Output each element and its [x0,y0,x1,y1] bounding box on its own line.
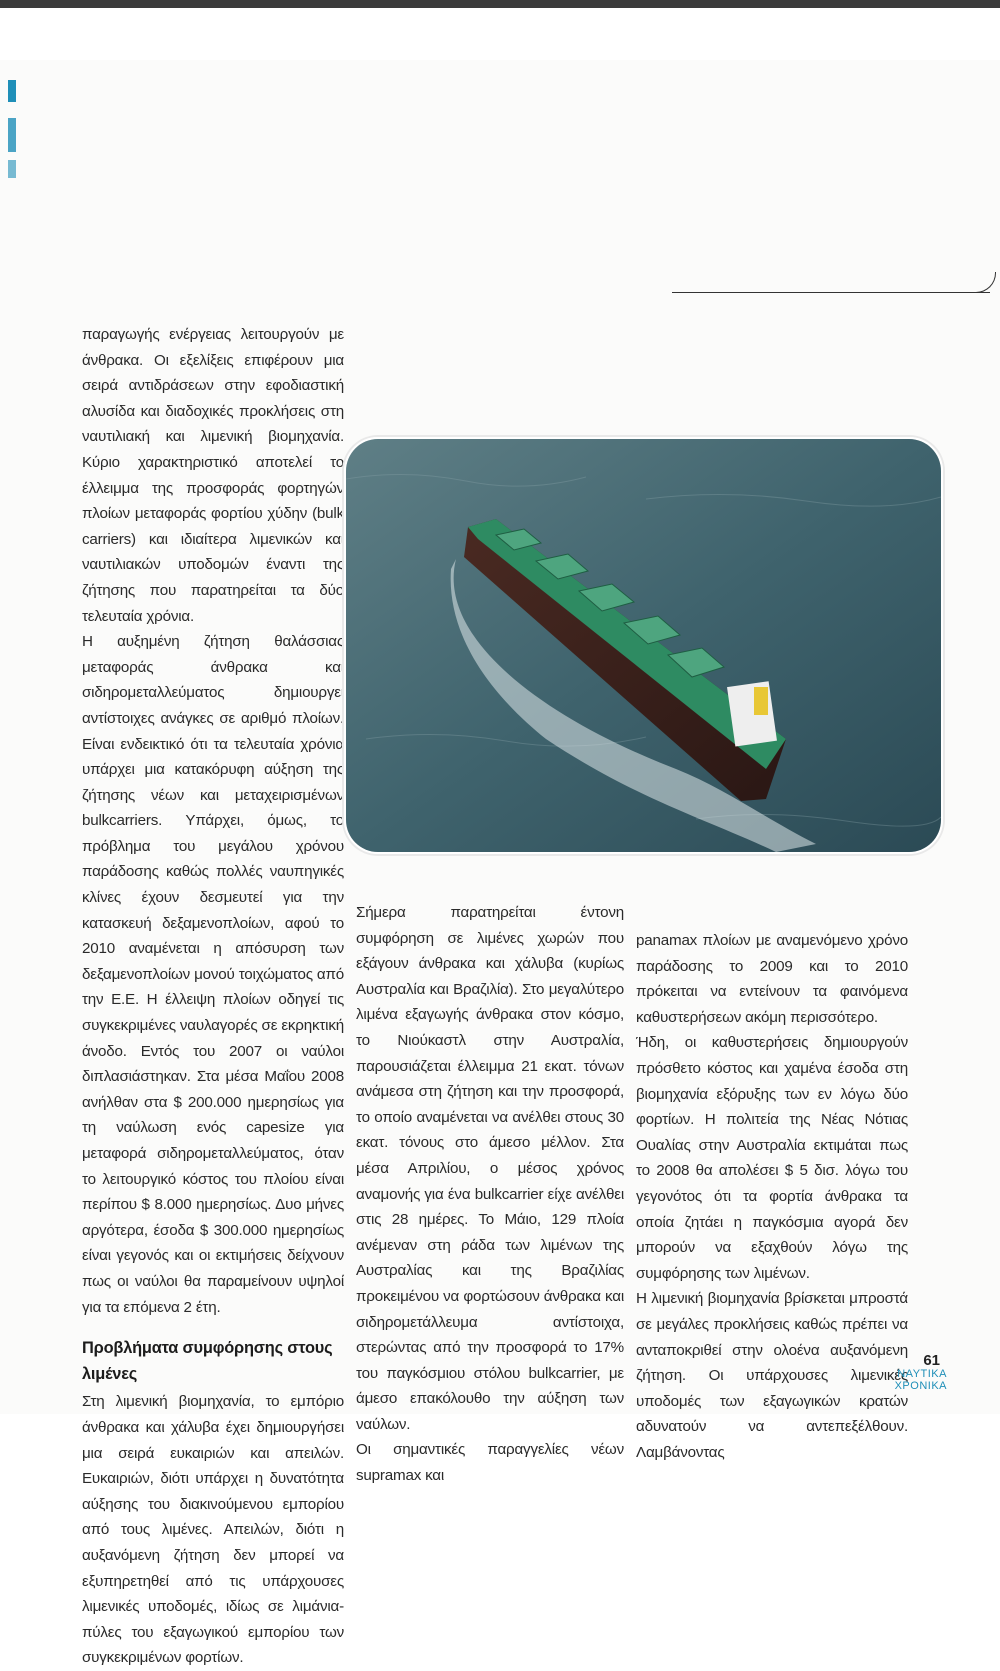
edge-color-mark [8,160,16,178]
magazine-name [892,1368,947,1392]
page-number: 61 [923,1352,940,1369]
ship-funnel [754,687,768,715]
paragraph: παραγωγής ενέργειας λειτουργούν με άνθρακα. Οι εξελίξεις επιφέρουν μια σειρά αντιδράσεων στην εφοδιαστική αλυσίδα και διαδοχικές προκλήσεις στη ναυτιλιακή και λιμενική βιομηχανία. Κύριο χαρακτηριστικό αποτελεί το έλλειμμα της προσφοράς φορτηγών πλοίων μεταφοράς φορτίου χύδην (bulk carriers) και ιδιαίτερα λιμενικών και ναυτιλιακών υποδομών έναντι της ζήτησης που παρατηρείται τα δύο τελευταία χρόνια. [82,326,344,625]
magazine-name-line: ΧΡΟΝΙΚΑ [894,1380,947,1392]
magazine-name-line: ΝΑΥΤΙΚΑ [897,1368,947,1380]
paragraph: Η αυξημένη ζήτηση θαλάσσιας μεταφοράς άνθρακα και σιδηρομεταλλεύματος δημιουργεί αντίστοιχες ανάγκες σε αριθμό πλοίων. Είναι ενδεικτικό ότι τα τελευταία χρόνια υπάρχει μια κατακόρυφη αύξηση της ζήτησης νέων και μεταχειρισμένων bulkcarriers. Υπάρχει, όμως, το πρόβλημα του μεγάλου χρόνου παράδοσης καθώς πολλές ναυπηγικές κλίνες έχουν δεσμευτεί για την κατασκευή δεξαμενοπλοίων, αφού το 2010 αναμένεται η απόσυρση των δεξαμενοπλοίων μονού τοιχώματος από την Ε.Ε. Η έλλειψη πλοίων οδηγεί τις συγκεκριμένες ναυλαγορές σε εκρηκτική άνοδο. Εντός του 2007 οι ναύλοι διπλασιάστηκαν. Στα μέσα Μαΐου 2008 ανήλθαν στα $ 200.000 ημερησίως για τη ναύλωση ενός capesize για μεταφορά σιδηρομεταλλεύματος, όταν το λειτουργικό κόστος του πλοίου είναι περίπου $ 8.000 ημερησίως. Δυο μήνες αργότερα, έσοδα $ 300.000 ημερησίως είναι γεγονός και οι εκτιμήσεις δείχνουν πως οι ναύλοι θα παραμείνουν υψηλοί για τα επόμενα 2 έτη. [82,633,344,1316]
header-rule [672,292,990,293]
edge-color-mark [8,80,16,102]
article-column-3 [636,928,908,1465]
ship-superstructure [727,681,777,746]
top-print-band [0,0,1000,8]
article-column-1 [82,322,344,1671]
article-column-2 [356,900,624,1489]
paragraph: Στη λιμενική βιομηχανία, το εμπόριο άνθρακα και χάλυβα έχει δημιουργήσει μια σειρά ευκαιριών και απειλών. Ευκαιριών, διότι υπάρχει η δυνατότητα αύξησης του διακινούμενου εμπορίου από τους λιμένες. Απειλών, διότι η αυξανόμενη ζήτηση δεν μπορεί να εξυπηρετηθεί από τις υπάρχουσες λιμενικές υποδομές, ιδίως σε λιμάνια-πύλες του εξαγωγικού εμπορίου των συγκεκριμένων φορτίων. [82,1393,344,1667]
paragraph: Η λιμενική βιομηχανία βρίσκεται μπροστά σε μεγάλες προκλήσεις καθώς πρέπει να ανταποκριθεί στην ολοένα αυξανόμενη ζήτηση. Οι υπάρχουσες λιμενικές υποδομές των εξαγωγικών κρατών αδυνατούν να αντεπεξέλθουν. Λαμβάνοντας [636,1290,908,1461]
paragraph: Οι σημαντικές παραγγελίες νέων supramax και [356,1441,624,1485]
bulk-carrier-photo [344,437,943,854]
paragraph: Σήμερα παρατηρείται έντονη συμφόρηση σε λιμένες χωρών που εξάγουν άνθρακα και χάλυβα (κυρίως Αυστραλία και Βραζιλία). Στο μεγαλύτερο λιμένα εξαγωγής άνθρακα στον κόσμο, το Νιούκαστλ στην Αυστραλία, παρουσιάζεται έλλειμμα 21 εκατ. τόνων ανάμεσα στη ζήτηση και την προσφορά, το οποίο αναμένεται να ανέλθει στους 30 εκατ. τόνους στο άμεσο μέλλον. Στα μέσα Απριλίου, ο μέσος χρόνος αναμονής για ένα bulkcarrier είχε ανέλθει στις 28 ημέρες. Το Μάιο, 129 πλοία ανέμεναν στη ράδα των λιμένων της Αυστραλίας και της Βραζιλίας προκειμένου να φορτώσουν άνθρακα και σιδηρομετάλλευμα αντίστοιχα, στερώντας από την προσφορά το 17% του παγκόσμιου στόλου bulkcarrier, με άμεσο επακόλουθο την αύξηση των ναύλων. [356,904,624,1433]
section-subheading: Προβλήματα συμφόρησης στους λιμένες [82,1339,333,1383]
paragraph: panamax πλοίων με αναμενόμενο χρόνο παράδοσης το 2009 και το 2010 πρόκειται να εντείνουν τα φαινόμενα καθυστερήσεων ακόμη περισσότερο. [636,932,908,1026]
edge-color-mark [8,118,16,152]
paragraph: Ήδη, οι καθυστερήσεις δημιουργούν πρόσθετο κόστος και χαμένα έσοδα στη βιομηχανία εξόρυξης των εν λόγω δύο φορτίων. Η πολιτεία της Νέας Νότιας Ουαλίας στην Αυστραλία εκτιμάται πως το 2008 θα απολέσει $ 5 δισ. λόγω του γεγονότος ότι τα φορτία άνθρακα τα οποία ζητάει η παγκόσμια αγορά δεν μπορούν να εξαχθούν λόγω της συμφόρησης των λιμένων. [636,1034,908,1282]
